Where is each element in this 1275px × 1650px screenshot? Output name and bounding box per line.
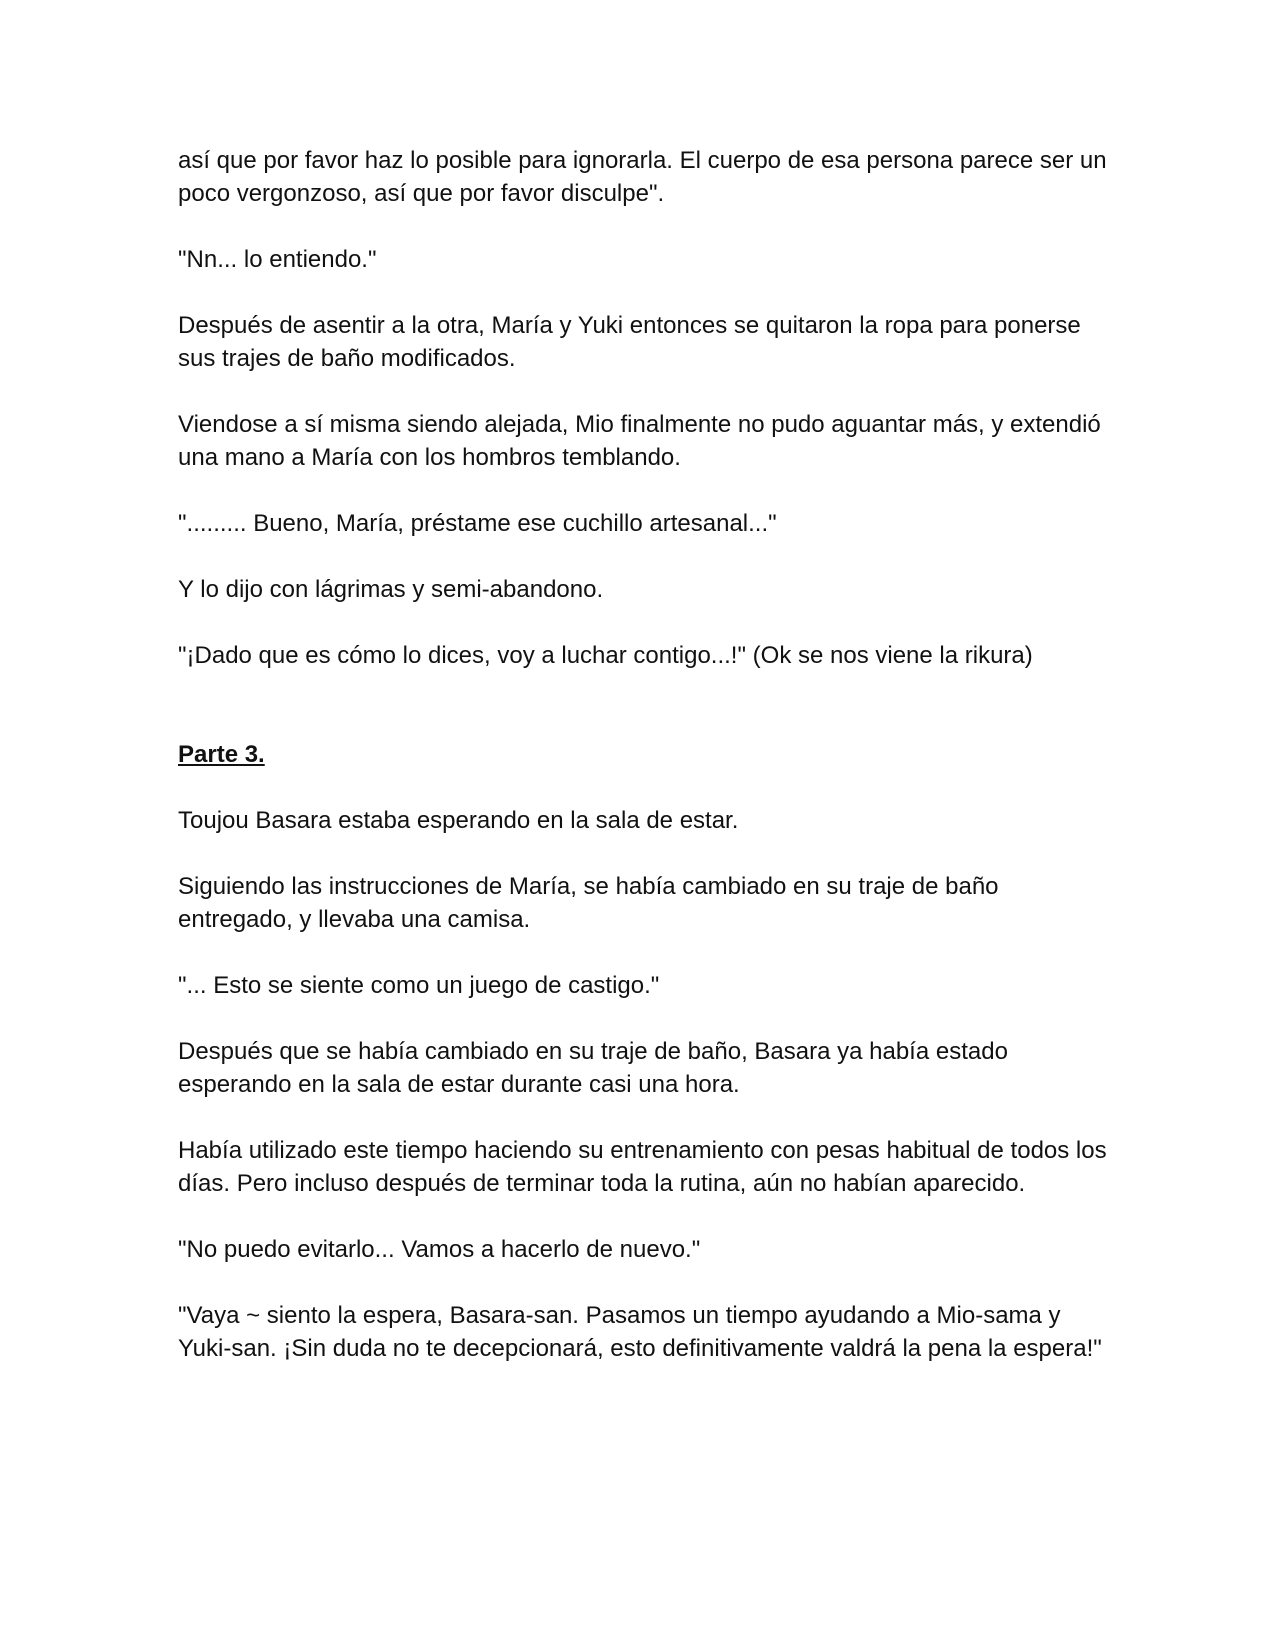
section-heading: Parte 3. (178, 741, 265, 768)
paragraph: "Vaya ~ siento la espera, Basara-san. Pasamos un tiempo ayudando a Mio-sama y Yuki-san. ¡Sin duda no te decepcionará, esto definitivamente valdrá la pena la espera!" (178, 1302, 1102, 1362)
paragraph: Después de asentir a la otra, María y Yuki entonces se quitaron la ropa para ponerse sus trajes de baño modificados. (178, 312, 1081, 372)
paragraph: así que por favor haz lo posible para ignorarla. El cuerpo de esa persona parece ser un poco vergonzoso, así que por favor disculpe". (178, 147, 1107, 207)
paragraph: Había utilizado este tiempo haciendo su entrenamiento con pesas habitual de todos los días. Pero incluso después de terminar toda la rutina, aún no habían aparecido. (178, 1137, 1107, 1197)
paragraph: Después que se había cambiado en su traje de baño, Basara ya había estado esperando en la sala de estar durante casi una hora. (178, 1038, 1008, 1098)
paragraph: "No puedo evitarlo... Vamos a hacerlo de nuevo." (178, 1236, 701, 1263)
paragraph: Toujou Basara estaba esperando en la sala de estar. (178, 807, 739, 834)
paragraph: "... Esto se siente como un juego de castigo." (178, 972, 660, 999)
document-page (178, 144, 1108, 1398)
paragraph: "¡Dado que es cómo lo dices, voy a luchar contigo...!" (Ok se nos viene la rikura) (178, 642, 1033, 669)
paragraph: Viendose a sí misma siendo alejada, Mio finalmente no pudo aguantar más, y extendió una mano a María con los hombros temblando. (178, 411, 1101, 471)
paragraph: Y lo dijo con lágrimas y semi-abandono. (178, 576, 604, 603)
paragraph: "Nn... lo entiendo." (178, 246, 377, 273)
paragraph: Siguiendo las instrucciones de María, se había cambiado en su traje de baño entregado, y llevaba una camisa. (178, 873, 999, 933)
paragraph: "......... Bueno, María, préstame ese cuchillo artesanal..." (178, 510, 777, 537)
